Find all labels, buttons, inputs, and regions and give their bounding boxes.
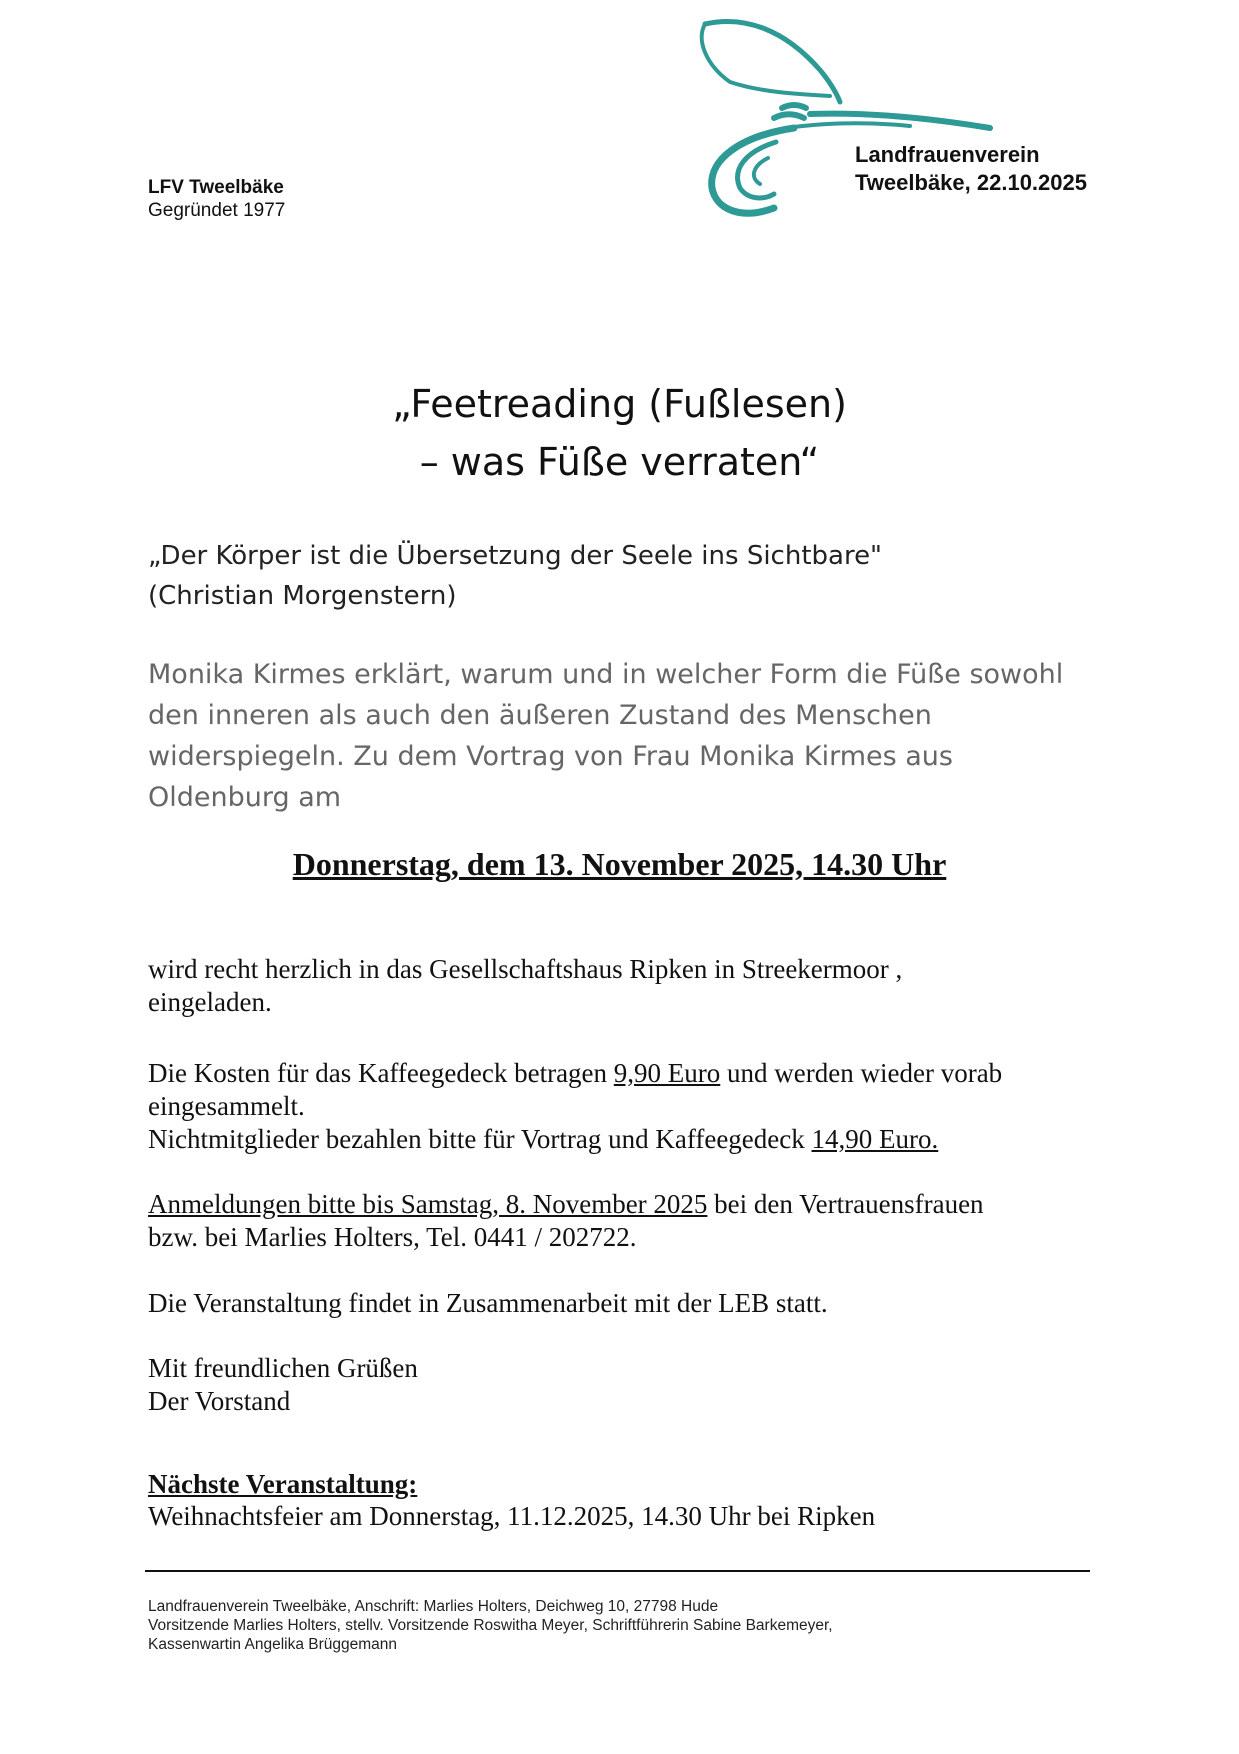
costs-text: und werden wieder vorab	[720, 1058, 1003, 1088]
event-title-line2: – was Füße verraten“	[419, 440, 820, 484]
place-date: Tweelbäke, 22.10.2025	[855, 170, 1087, 195]
greeting: Mit freundlichen Grüßen	[148, 1353, 418, 1383]
registration-line-1	[148, 1188, 1108, 1221]
costs-line-3	[148, 1123, 1108, 1156]
org-short-name: LFV Tweelbäke	[148, 177, 284, 198]
guest-price: 14,90 Euro.	[811, 1124, 939, 1154]
cooperation-note: Die Veranstaltung findet in Zusammenarbeit mit der LEB statt.	[148, 1288, 828, 1318]
footer-line: Vorsitzende Marlies Holters, stellv. Vorsitzende Roswitha Meyer, Schriftführerin Sabine Barkemeyer,	[148, 1617, 833, 1634]
next-event-text: Weihnachtsfeier am Donnerstag, 11.12.2025, 14.30 Uhr bei Ripken	[148, 1501, 876, 1531]
costs-text: Die Kosten für das Kaffeegedeck betragen	[148, 1058, 614, 1088]
invitation-paragraph	[148, 953, 1108, 1019]
invitation-line: eingeladen.	[148, 987, 272, 1017]
intro-line: Oldenburg am	[148, 782, 342, 813]
closing-block	[148, 1352, 1108, 1418]
registration-deadline: Anmeldungen bitte bis Samstag, 8. November 2025	[148, 1189, 708, 1219]
quote-author: (Christian Morgenstern)	[148, 581, 457, 611]
club-name: Landfrauenverein	[855, 142, 1040, 167]
quote-block	[148, 536, 882, 616]
costs-line-1	[148, 1057, 1108, 1090]
footer-line: Kassenwartin Angelika Brüggemann	[148, 1636, 398, 1653]
registration-paragraph	[148, 1188, 1108, 1254]
costs-paragraph	[148, 1057, 1108, 1156]
signature: Der Vorstand	[148, 1386, 291, 1416]
event-date: Donnerstag, dem 13. November 2025, 14.30 Uhr	[292, 846, 947, 882]
intro-line: Monika Kirmes erklärt, warum und in welcher Form die Füße sowohl	[148, 659, 1064, 690]
quote-text: „Der Körper ist die Übersetzung der Seele ins Sichtbare"	[148, 541, 883, 571]
next-event-label: Nächste Veranstaltung:	[148, 1469, 418, 1499]
intro-line: den inneren als auch den äußeren Zustand des Menschen	[148, 700, 932, 731]
registration-line-2: bzw. bei Marlies Holters, Tel. 0441 / 202722.	[148, 1222, 637, 1252]
costs-text: Nichtmitglieder bezahlen bitte für Vortrag und Kaffeegedeck	[148, 1124, 812, 1154]
costs-line-2: eingesammelt.	[148, 1091, 305, 1121]
footer-line: Landfrauenverein Tweelbäke, Anschrift: Marlies Holters, Deichweg 10, 27798 Hude	[148, 1598, 719, 1615]
registration-text: bei den Vertrauensfrauen	[707, 1189, 984, 1219]
intro-paragraph	[148, 654, 1098, 818]
swallow-logo-icon	[690, 10, 1090, 230]
founded-note: Gegründet 1977	[148, 200, 286, 221]
invitation-line: wird recht herzlich in das Gesellschaftshaus Ripken in Streekermoor ,	[148, 954, 903, 984]
footer	[148, 1597, 833, 1654]
event-title-line1: „Feetreading (Fußlesen)	[392, 382, 847, 426]
member-price: 9,90 Euro	[613, 1058, 721, 1088]
footer-divider	[145, 1570, 1090, 1572]
intro-line: widerspiegeln. Zu dem Vortrag von Frau Monika Kirmes aus	[148, 741, 953, 772]
